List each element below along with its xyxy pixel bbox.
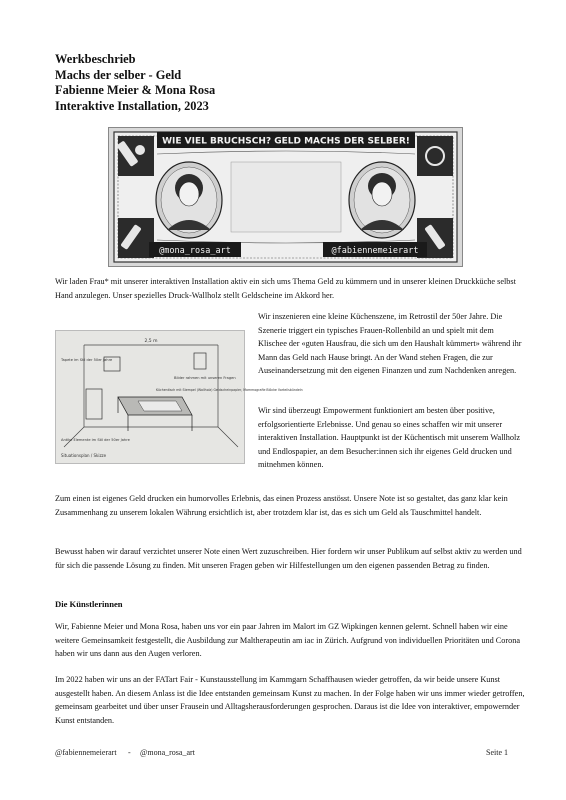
banknote-handle-right: @fabiennemeierart [331, 246, 419, 256]
installation-sketch [55, 330, 303, 464]
money-paragraph: Zum einen ist eigenes Geld drucken ein humorvolles Erlebnis, das einen Prozess anstösst. Unsere Note ist so gestaltet, das ganz klar kein Zusammenhang zu unserem lokalen Währung ersichtlich ist, aber trotzdem klar ist, das es sich um Geld als Tauschmittel handelt. [55, 494, 508, 517]
artists-paragraph-1: Wir, Fabienne Meier und Mona Rosa, haben uns vor ein paar Jahren im Malort im GZ Wipkingen kennen gelernt. Schnell haben wir eine weitere Gemeinsamkeit festgestellt, die Ausbildung zur Maltherapeutin am iac in Zürich. Aufgrund von individuellen Prioritäten und Corona haben wir uns dann aus den Augen verloren. [55, 622, 521, 659]
section-heading-artists: Die Künstlerinnen [55, 599, 123, 609]
title-line-type-year: Interaktive Installation, 2023 [55, 98, 209, 113]
title-line-werkbeschrieb: Werkbeschrieb [55, 52, 136, 66]
value-paragraph: Bewusst haben wir darauf verzichtet unserer Note einen Wert zuzuschreiben. Hier fordern wir unser Publikum auf selbst aktiv zu werden und für sich die passende Lösung zu finden. Mit unseren Fragen geben wir Hilfestellungen um den eigenen passenden Betrag zu finden. [55, 547, 522, 570]
artists-paragraph-2: Im 2022 haben wir uns an der FATart Fair - Kunstausstellung im Kammgarn Schaffhausen wieder getroffen, da wir beide unsere Kunst ausgestellt haben. An diesem Anlass ist die Idee entstanden gemeinsam Kunst zu machen. In der Folge haben wir uns immer wieder getroffen, gemeinsam gearbeitet und über unser Frausein und Alltagsherausforderungen gesprochen. Daraus ist die Idee von interaktiver, empowernder Kunst entstanden. [55, 675, 525, 725]
sketch-label-frames: Bilder rahmen mit unseren Fragen [174, 376, 236, 380]
banknote-image [108, 127, 463, 267]
intro-paragraph: Wir laden Frau* mit unserer interaktiven Installation aktiv ein sich ums Thema Geld zu kümmern und in unserer kleinen Druckküche selbst Hand anzulegen. Unser spezielles Druck-Wallholz stellt Geldscheine im Akkord her. [55, 277, 516, 300]
page-number: Seite 1 [486, 748, 508, 757]
banknote-handle-left: @mona_rosa_art [159, 246, 231, 256]
banknote-top-text: WIE VIEL BRUCHSCH? GELD MACHS DER SELBER! [162, 136, 410, 147]
footer-handle-mona: @mona_rosa_art [140, 748, 195, 757]
title-line-work-name: Machs der selber - Geld [55, 67, 182, 82]
sketch-dimension: 2,5 m [144, 339, 158, 344]
sketch-label-wallpaper: Tapete im Stil der 50er Jahre [61, 358, 113, 362]
sketch-caption: Situationsplan / Skizze [61, 453, 107, 458]
sketch-label-antique: Antike Elemente im Stil der 50er Jahre [61, 438, 130, 442]
sketch-label-table: Küchentisch mit Stempel (Wallholz) Geldscheinpapier, Mammografie Blöcke Vorteilsbündeln [156, 388, 303, 392]
title-line-artists: Fabienne Meier & Mona Rosa [55, 83, 216, 98]
document-title-block [55, 52, 515, 114]
footer-handle-fabienne: @fabiennemeierart [55, 748, 117, 757]
sketch-drawing [56, 331, 303, 463]
empowerment-paragraph: Wir sind überzeugt Empowerment funktioniert am besten über positive, erfolgsorientierte Erlebnisse. Und genau so eines schaffen wir mit unserer interaktiven Installation. Hauptpunkt ist der Küchentisch mit unserem Wallholz und Endlospapier, an dem Besucher:innen sich ihr eigenes Geld drucken und mitnehmen können. [258, 406, 520, 470]
scene-paragraph: Wir inszenieren eine kleine Küchenszene, im Retrostil der 50er Jahre. Die Szenerie triggert ein typisches Frauen-Rollenbild an und spielt mit dem Klischee der «guten Hausfrau, die sich um den Haushalt kümmert» während ihr Mann das Geld nach Hause bringt. An der Wand stehen Fragen, die zur Auseinandersetzung mit den eigenen Finanzen und zum Nachdenken anregen. [258, 312, 522, 376]
banknote-illustration [109, 128, 462, 266]
footer-separator: - [128, 748, 131, 757]
